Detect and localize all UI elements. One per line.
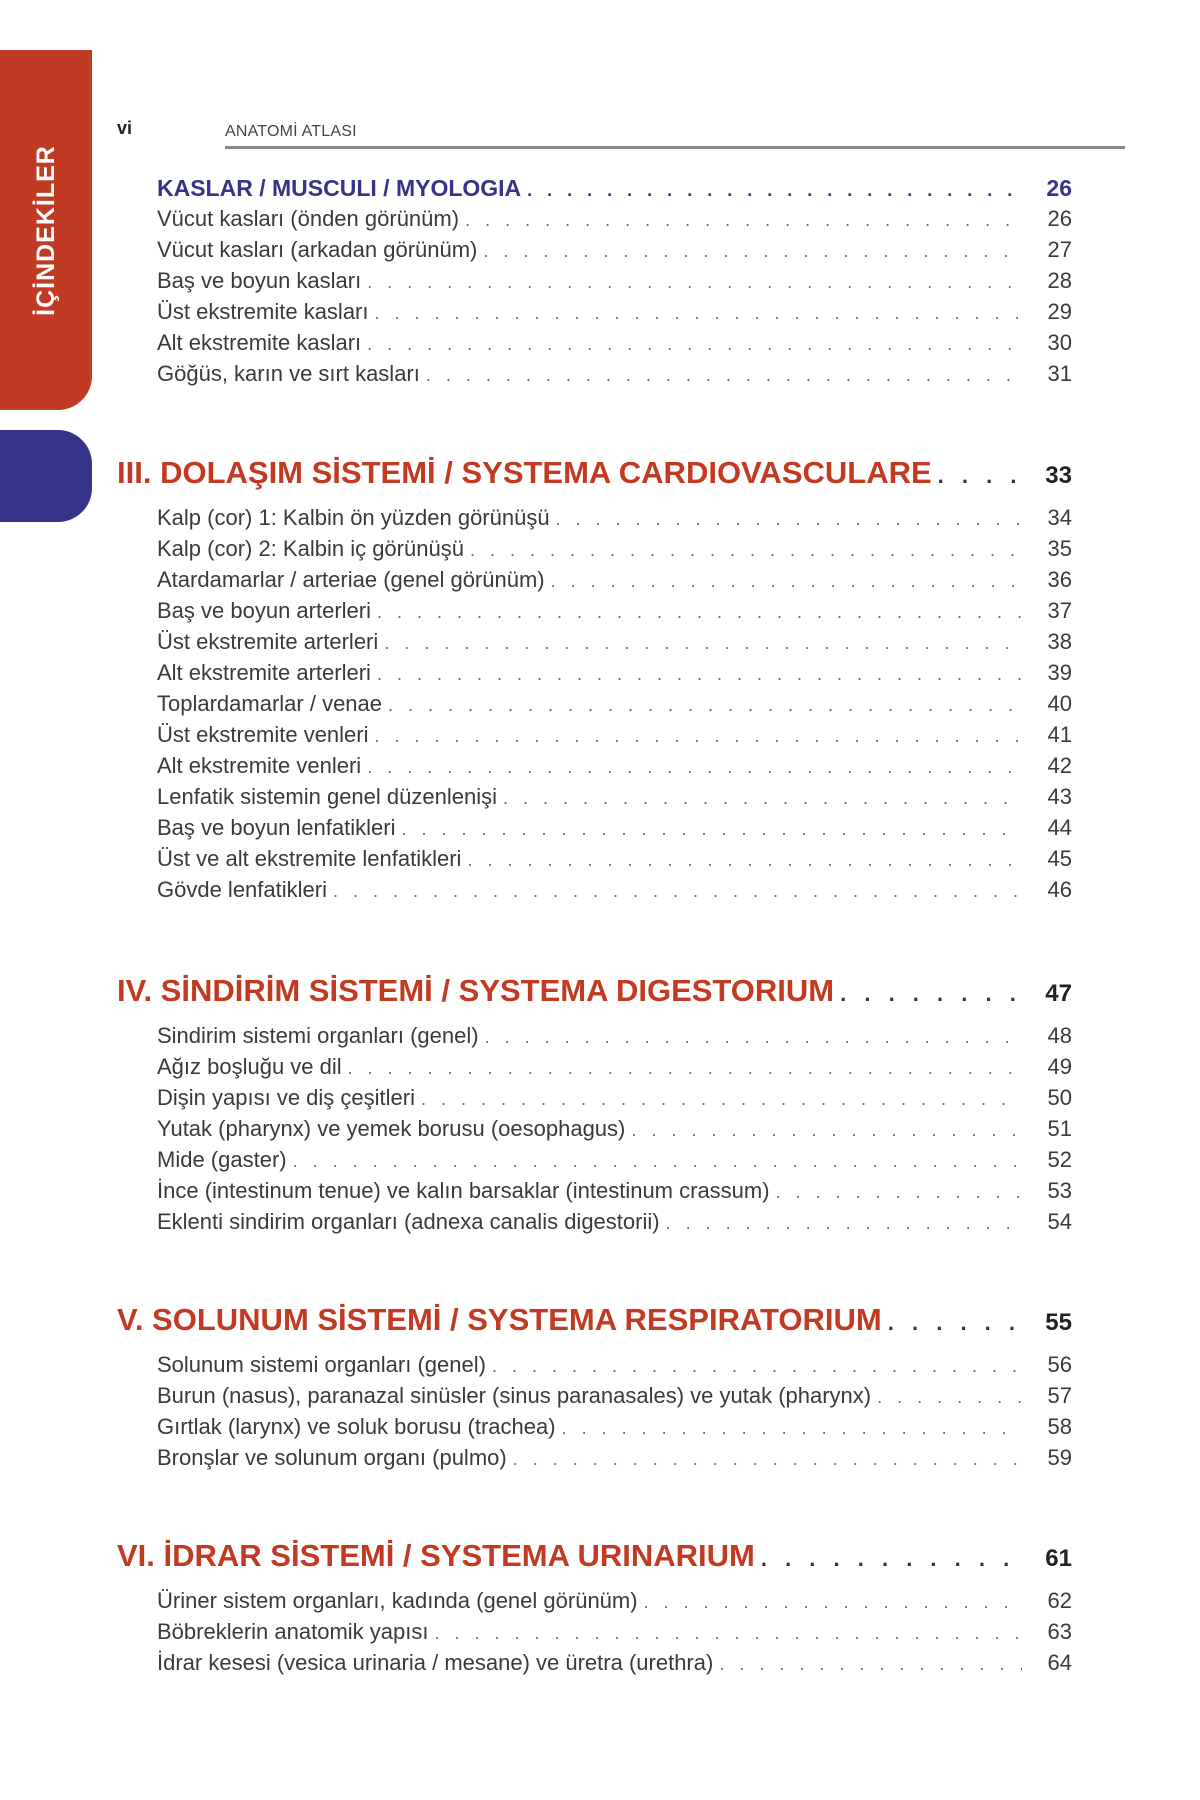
toc-item-page: 40 <box>1047 691 1072 716</box>
toc-item[interactable] <box>157 330 1072 361</box>
toc-item-title: Atardamarlar / arteriae (genel görünüm) <box>157 567 545 592</box>
toc-item-page: 42 <box>1047 753 1072 778</box>
leader-dots <box>666 1213 1022 1234</box>
toc-item[interactable] <box>157 567 1072 598</box>
toc-item-title: Eklenti sindirim organları (adnexa canalis digestorii) <box>157 1209 660 1234</box>
leader-dots <box>426 365 1022 386</box>
chapter-heading-5[interactable] <box>117 1302 1072 1346</box>
toc-heading-muscles[interactable] <box>157 175 1072 206</box>
toc-item[interactable] <box>157 1116 1072 1147</box>
leader-dots <box>434 1623 1022 1644</box>
toc-item-title: Alt ekstremite venleri <box>157 753 362 778</box>
toc-item-page: 44 <box>1047 815 1072 840</box>
leader-dots <box>888 1310 1022 1336</box>
section-chapter-6 <box>0 1538 1072 1681</box>
page-number: vi <box>117 118 133 138</box>
running-title: ANATOMİ ATLASI <box>225 123 357 140</box>
toc-item[interactable] <box>157 1619 1072 1650</box>
toc-item-page: 31 <box>1047 361 1072 386</box>
toc-item-page: 54 <box>1047 1209 1072 1234</box>
leader-dots <box>761 1546 1022 1572</box>
leader-dots <box>513 1449 1022 1470</box>
toc-item-page: 45 <box>1047 846 1072 871</box>
toc-item[interactable] <box>157 361 1072 392</box>
leader-dots <box>333 881 1022 902</box>
toc-item[interactable] <box>157 536 1072 567</box>
leader-dots <box>631 1120 1022 1141</box>
leader-dots <box>377 602 1022 623</box>
toc-item-title: İnce (intestinum tenue) ve kalın barsaklar (intestinum crassum) <box>157 1178 770 1203</box>
toc-item-title: Gırtlak (larynx) ve soluk borusu (trachea) <box>157 1414 556 1439</box>
toc-item[interactable] <box>157 1147 1072 1178</box>
toc-item-page: 56 <box>1047 1352 1072 1377</box>
leader-dots <box>401 819 1022 840</box>
leader-dots <box>562 1418 1022 1439</box>
leader-dots <box>367 334 1022 355</box>
toc-item-page: 62 <box>1047 1588 1072 1613</box>
toc-item-title: İdrar kesesi (vesica urinaria / mesane) ve üretra (urethra) <box>157 1650 714 1675</box>
chapter-page: 61 <box>1045 1545 1072 1572</box>
toc-item-page: 52 <box>1047 1147 1072 1172</box>
toc-item[interactable] <box>157 598 1072 629</box>
toc-item[interactable] <box>157 268 1072 299</box>
chapter-page: 55 <box>1045 1309 1072 1336</box>
section-chapter-3 <box>0 455 1072 908</box>
toc-item-title: Böbreklerin anatomik yapısı <box>157 1619 429 1644</box>
toc-item-title: Dişin yapısı ve diş çeşitleri <box>157 1085 415 1110</box>
toc-item[interactable] <box>157 1209 1072 1240</box>
leader-dots <box>470 540 1022 561</box>
toc-item-title: Solunum sistemi organları (genel) <box>157 1352 486 1377</box>
leader-dots <box>492 1356 1022 1377</box>
toc-item[interactable] <box>157 1352 1072 1383</box>
chapter-title: IV. SİNDİRİM SİSTEMİ / SYSTEMA DIGESTORIUM <box>117 973 835 1008</box>
toc-item-page: 53 <box>1047 1178 1072 1203</box>
chapter-title: VI. İDRAR SİSTEMİ / SYSTEMA URINARIUM <box>117 1538 755 1573</box>
toc-item-page: 28 <box>1047 268 1072 293</box>
toc-item-title: Vücut kasları (arkadan görünüm) <box>157 237 478 262</box>
leader-dots <box>348 1058 1022 1079</box>
toc-item-page: 58 <box>1047 1414 1072 1439</box>
leader-dots <box>377 664 1022 685</box>
toc-item[interactable] <box>157 1414 1072 1445</box>
toc-item-title: Lenfatik sistemin genel düzenlenişi <box>157 784 497 809</box>
toc-item-title: Ağız boşluğu ve dil <box>157 1054 342 1079</box>
toc-item-page: 50 <box>1047 1085 1072 1110</box>
toc-item-page: 48 <box>1047 1023 1072 1048</box>
leader-dots <box>551 571 1022 592</box>
toc-item-title: Kalp (cor) 2: Kalbin iç görünüşü <box>157 536 464 561</box>
toc-item-page: 29 <box>1047 299 1072 324</box>
toc-item-title: Üriner sistem organları, kadında (genel görünüm) <box>157 1588 638 1613</box>
leader-dots <box>503 788 1022 809</box>
toc-item-title: Üst ekstremite venleri <box>157 722 369 747</box>
toc-item-title: Kalp (cor) 1: Kalbin ön yüzden görünüşü <box>157 505 550 530</box>
toc-item-page: 39 <box>1047 660 1072 685</box>
chapter-title: III. DOLAŞIM SİSTEMİ / SYSTEMA CARDIOVASCULARE <box>117 455 932 490</box>
toc-item-title: Baş ve boyun kasları <box>157 268 362 293</box>
toc-item[interactable] <box>157 1054 1072 1085</box>
toc-item-page: 30 <box>1047 330 1072 355</box>
toc-item-page: 37 <box>1047 598 1072 623</box>
toc-item[interactable] <box>157 753 1072 784</box>
toc-item-page: 63 <box>1047 1619 1072 1644</box>
leader-dots <box>644 1592 1022 1613</box>
leader-dots <box>384 633 1022 654</box>
section-chapter-4 <box>0 973 1072 1240</box>
toc-item-page: 51 <box>1047 1116 1072 1141</box>
chapter-title: V. SOLUNUM SİSTEMİ / SYSTEMA RESPIRATORIUM <box>117 1302 882 1337</box>
chapter-page: 33 <box>1045 462 1072 489</box>
leader-dots <box>719 1654 1022 1675</box>
toc-heading-title: KASLAR / MUSCULI / MYOLOGIA <box>157 175 522 201</box>
leader-dots <box>367 272 1022 293</box>
toc-item[interactable] <box>157 1178 1072 1209</box>
toc-item[interactable] <box>157 722 1072 753</box>
toc-item-page: 35 <box>1047 536 1072 561</box>
toc-item-page: 38 <box>1047 629 1072 654</box>
leader-dots <box>483 241 1022 262</box>
toc-item-title: Göğüs, karın ve sırt kasları <box>157 361 420 386</box>
leader-dots <box>467 850 1022 871</box>
toc-item[interactable] <box>157 660 1072 691</box>
toc-item-title: Mide (gaster) <box>157 1147 287 1172</box>
toc-item[interactable] <box>157 846 1072 877</box>
toc-item-title: Yutak (pharynx) ve yemek borusu (oesophagus) <box>157 1116 626 1141</box>
leader-dots <box>877 1387 1022 1408</box>
toc-item-page: 43 <box>1047 784 1072 809</box>
leader-dots <box>421 1089 1022 1110</box>
toc-item-page: 57 <box>1047 1383 1072 1408</box>
toc-item[interactable] <box>157 505 1072 536</box>
chapter-heading-6[interactable] <box>117 1538 1072 1582</box>
toc-item[interactable] <box>157 1650 1072 1681</box>
section-chapter-5 <box>0 1302 1072 1476</box>
toc-item-page: 41 <box>1047 722 1072 747</box>
toc-item[interactable] <box>157 1023 1072 1054</box>
chapter-heading-4[interactable] <box>117 973 1072 1017</box>
toc-item-title: Baş ve boyun arterleri <box>157 598 371 623</box>
toc-item-title: Burun (nasus), paranazal sinüsler (sinus paranasales) ve yutak (pharynx) <box>157 1383 872 1408</box>
toc-item-title: Toplardamarlar / venae <box>157 691 383 716</box>
toc-item[interactable] <box>157 1445 1072 1476</box>
toc-item-title: Baş ve boyun lenfatikleri <box>157 815 396 840</box>
toc-item-title: Üst ekstremite arterleri <box>157 629 379 654</box>
leader-dots <box>485 1027 1022 1048</box>
toc-item-title: Üst ekstremite kasları <box>157 299 369 324</box>
toc-item-title: Alt ekstremite kasları <box>157 330 362 355</box>
leader-dots <box>556 509 1022 530</box>
toc-item-title: Üst ve alt ekstremite lenfatikleri <box>157 846 462 871</box>
toc-item-page: 59 <box>1047 1445 1072 1470</box>
chapter-page: 47 <box>1045 980 1072 1007</box>
leader-dots <box>776 1182 1022 1203</box>
toc-item[interactable] <box>157 206 1072 237</box>
toc-item-page: 34 <box>1047 505 1072 530</box>
toc-item[interactable] <box>157 1085 1072 1116</box>
toc-item-page: 27 <box>1047 237 1072 262</box>
toc-item-page: 46 <box>1047 877 1072 902</box>
leader-dots <box>375 303 1023 324</box>
toc-item-title: Vücut kasları (önden görünüm) <box>157 206 460 231</box>
toc-item-title: Bronşlar ve solunum organı (pulmo) <box>157 1445 507 1470</box>
toc-item-page: 26 <box>1047 206 1072 231</box>
leader-dots <box>527 180 1022 201</box>
toc-item[interactable] <box>157 237 1072 268</box>
leader-dots <box>367 757 1022 778</box>
toc-item-page: 36 <box>1047 567 1072 592</box>
chapter-heading-3[interactable] <box>117 455 1072 499</box>
toc-item[interactable] <box>157 877 1072 908</box>
toc-item-title: Alt ekstremite arterleri <box>157 660 371 685</box>
toc-item[interactable] <box>157 691 1072 722</box>
leader-dots <box>938 463 1022 489</box>
toc-item-page: 64 <box>1047 1650 1072 1675</box>
header-rule <box>225 146 1125 149</box>
side-tab-text: İÇİNDEKİLER <box>31 144 60 316</box>
toc-heading-page: 26 <box>1046 175 1072 201</box>
toc-item[interactable] <box>157 299 1072 330</box>
toc-item[interactable] <box>157 1383 1072 1414</box>
leader-dots <box>375 726 1022 747</box>
section-muscles <box>0 175 1072 392</box>
toc-item[interactable] <box>157 784 1072 815</box>
toc-item[interactable] <box>157 629 1072 660</box>
toc-item[interactable] <box>157 1588 1072 1619</box>
leader-dots <box>465 210 1022 231</box>
leader-dots <box>293 1151 1022 1172</box>
leader-dots <box>388 695 1022 716</box>
toc-item-title: Sindirim sistemi organları (genel) <box>157 1023 479 1048</box>
toc-item[interactable] <box>157 815 1072 846</box>
toc-item-page: 49 <box>1047 1054 1072 1079</box>
toc-item-title: Gövde lenfatikleri <box>157 877 327 902</box>
leader-dots <box>840 981 1022 1007</box>
